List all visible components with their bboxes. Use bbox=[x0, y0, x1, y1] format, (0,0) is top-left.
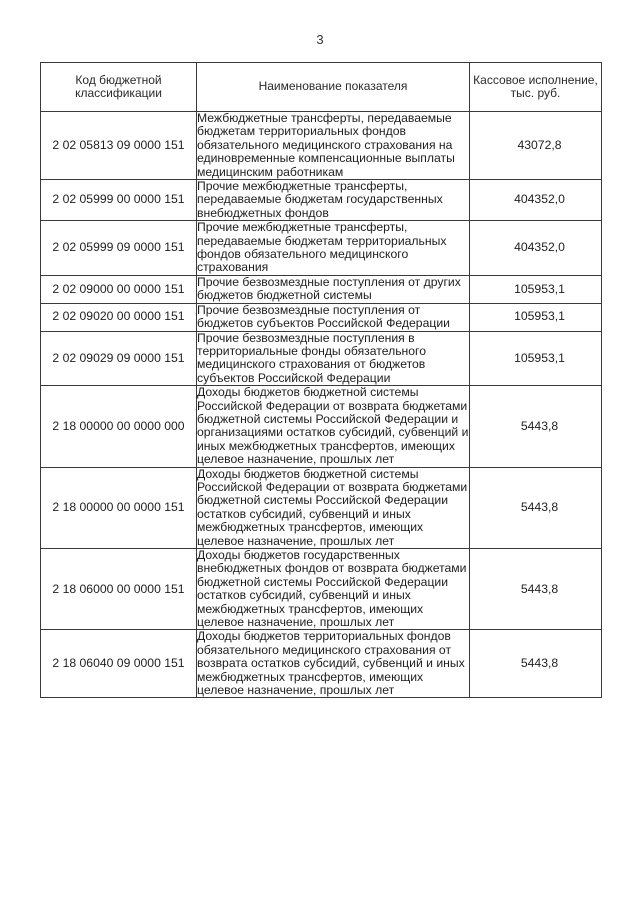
indicator-name: Прочие межбюджетные трансферты, передаваемые бюджетам территориальных фондов обязательного медицинского страхования bbox=[197, 221, 470, 276]
table-header-row bbox=[41, 63, 602, 112]
amount-cell bbox=[470, 303, 602, 331]
amount-value: 43072,8 bbox=[517, 137, 562, 152]
header-name: Наименование показателя bbox=[197, 63, 470, 112]
table-row bbox=[41, 549, 602, 630]
amount-cell bbox=[470, 549, 602, 630]
amount-value: 5443,8 bbox=[520, 418, 559, 433]
indicator-name: Доходы бюджетов территориальных фондов обязательного медицинского страхования от возврата остатков субсидий, субвенций и иных межбюджетных трансфертов, имеющих целевое назначение, прошлых лет bbox=[197, 630, 470, 698]
amount-cell bbox=[470, 386, 602, 467]
amount-cell bbox=[470, 221, 602, 276]
amount-cell bbox=[470, 630, 602, 698]
budget-code: 2 02 05813 09 0000 151 bbox=[41, 112, 197, 180]
budget-code: 2 02 09029 09 0000 151 bbox=[41, 331, 197, 386]
page-number: 3 bbox=[316, 32, 324, 47]
indicator-name: Межбюджетные трансферты, передаваемые бюджетам территориальных фондов обязательного медицинского страхования на единовременные компенсационные выплаты медицинским работникам bbox=[197, 112, 470, 180]
table-row bbox=[41, 630, 602, 698]
budget-code: 2 02 05999 00 0000 151 bbox=[41, 180, 197, 221]
table-row bbox=[41, 275, 602, 303]
amount-value: 105953,1 bbox=[514, 309, 565, 324]
indicator-name: Прочие безвозмездные поступления от бюджетов субъектов Российской Федерации bbox=[197, 303, 470, 331]
indicator-name: Доходы бюджетов бюджетной системы Российской Федерации от возврата бюджетами бюджетной системы Российской Федерации остатков субсидий, субвенций и иных межбюджетных трансфертов, имеющих целевое назначение, прошлых лет bbox=[197, 467, 470, 548]
amount-cell bbox=[470, 180, 602, 221]
table-row bbox=[41, 386, 602, 467]
budget-code: 2 18 06000 00 0000 151 bbox=[41, 549, 197, 630]
indicator-name: Доходы бюджетов бюджетной системы Российской Федерации от возврата бюджетами бюджетной системы Российской Федерации и организациями остатков субсидий, субвенций и иных межбюджетных трансфертов, имеющих целевое назначение, прошлых лет bbox=[197, 385, 469, 467]
amount-value: 404352,0 bbox=[514, 192, 565, 207]
budget-code: 2 02 09020 00 0000 151 bbox=[41, 303, 197, 331]
amount-value: 105953,1 bbox=[514, 350, 565, 365]
amount-value: 5443,8 bbox=[520, 500, 559, 515]
amount-cell bbox=[470, 112, 602, 180]
table-row bbox=[41, 112, 602, 180]
table-row bbox=[41, 180, 602, 221]
budget-code: 2 18 00000 00 0000 000 bbox=[41, 386, 197, 467]
amount-value: 5443,8 bbox=[520, 581, 559, 596]
amount-value: 5443,8 bbox=[520, 656, 559, 671]
indicator-name: Прочие безвозмездные поступления в территориальные фонды обязательного медицинского страхования от бюджетов субъектов Российской Федерации bbox=[197, 331, 470, 386]
amount-value: 105953,1 bbox=[514, 281, 565, 296]
indicator-name: Доходы бюджетов государственных внебюджетных фондов от возврата бюджетами бюджетной системы Российской Федерации остатков субсидий, субвенций и иных межбюджетных трансфертов, имеющих целевое назначение, прошлых лет bbox=[197, 549, 470, 630]
budget-code: 2 18 06040 09 0000 151 bbox=[41, 630, 197, 698]
table-row bbox=[41, 221, 602, 276]
amount-cell bbox=[470, 331, 602, 386]
table-row bbox=[41, 303, 602, 331]
table-row bbox=[41, 331, 602, 386]
budget-code: 2 02 05999 09 0000 151 bbox=[41, 221, 197, 276]
amount-cell bbox=[470, 275, 602, 303]
indicator-name: Прочие межбюджетные трансферты, передаваемые бюджетам государственных внебюджетных фондов bbox=[197, 180, 470, 221]
budget-code: 2 02 09000 00 0000 151 bbox=[41, 275, 197, 303]
header-value: Кассовое исполнение, тыс. руб. bbox=[470, 63, 602, 112]
header-code: Код бюджетной классификации bbox=[41, 63, 197, 112]
budget-table bbox=[40, 62, 602, 698]
amount-value: 404352,0 bbox=[514, 240, 565, 255]
budget-code: 2 18 00000 00 0000 151 bbox=[41, 467, 197, 548]
amount-cell bbox=[470, 467, 602, 548]
table-row bbox=[41, 467, 602, 548]
indicator-name: Прочие безвозмездные поступления от других бюджетов бюджетной системы bbox=[197, 275, 470, 303]
